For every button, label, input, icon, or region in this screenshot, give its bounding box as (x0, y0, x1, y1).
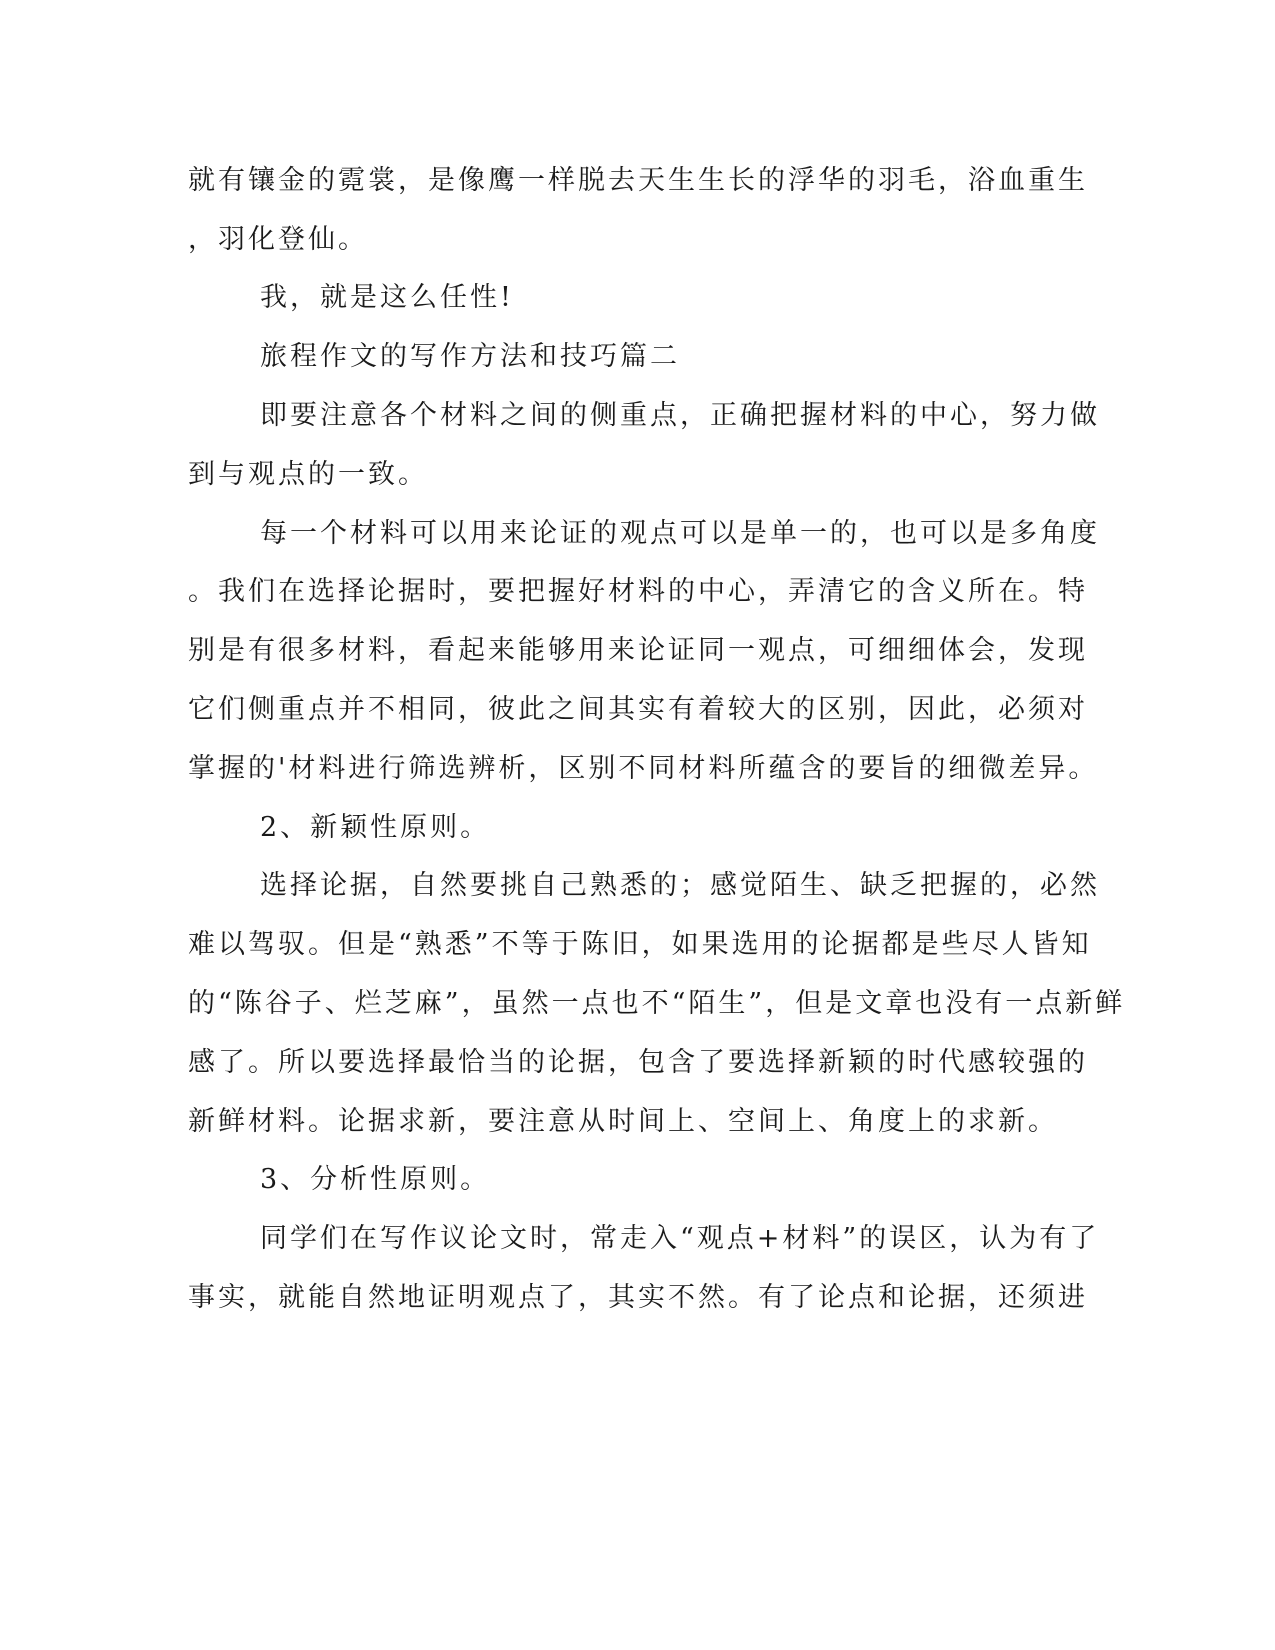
text-line: 同学们在写作议论文时，常走入“观点+材料”的误区，认为有了 (260, 1223, 1100, 1254)
text-line: 每一个材料可以用来论证的观点可以是单一的，也可以是多角度 (260, 518, 1100, 549)
text-line: ，羽化登仙。 (188, 224, 368, 255)
list-heading: 3、分析性原则。 (260, 1164, 491, 1195)
text-line: 事实，就能自然地证明观点了，其实不然。有了论点和论据，还须进 (188, 1282, 1088, 1313)
text-line: 别是有很多材料，看起来能够用来论证同一观点，可细细体会，发现 (188, 635, 1088, 666)
text-line: 即要注意各个材料之间的侧重点，正确把握材料的中心，努力做 (260, 400, 1100, 431)
text-line: 就有镶金的霓裳，是像鹰一样脱去天生生长的浮华的羽毛，浴血重生 (188, 165, 1088, 196)
text-line: 难以驾驭。但是“熟悉”不等于陈旧，如果选用的论据都是些尽人皆知 (188, 929, 1092, 960)
text-line: 掌握的'材料进行筛选辨析，区别不同材料所蕴含的要旨的细微差异。 (188, 753, 1099, 784)
list-heading: 2、新颖性原则。 (260, 812, 491, 843)
text-line: 感了。所以要选择最恰当的论据，包含了要选择新颖的时代感较强的 (188, 1047, 1088, 1078)
text-line: 到与观点的一致。 (188, 459, 428, 490)
section-heading: 旅程作文的写作方法和技巧篇二 (260, 341, 680, 372)
text-line: 。我们在选择论据时，要把握好材料的中心，弄清它的含义所在。特 (188, 576, 1088, 607)
text-line: 新鲜材料。论据求新，要注意从时间上、空间上、角度上的求新。 (188, 1106, 1058, 1137)
text-line: 我，就是这么任性! (260, 282, 514, 313)
text-line: 选择论据，自然要挑自己熟悉的；感觉陌生、缺乏把握的，必然 (260, 870, 1100, 901)
text-line: 它们侧重点并不相同，彼此之间其实有着较大的区别，因此，必须对 (188, 694, 1088, 725)
text-line: 的“陈谷子、烂芝麻”，虽然一点也不“陌生”，但是文章也没有一点新鲜 (188, 988, 1126, 1019)
